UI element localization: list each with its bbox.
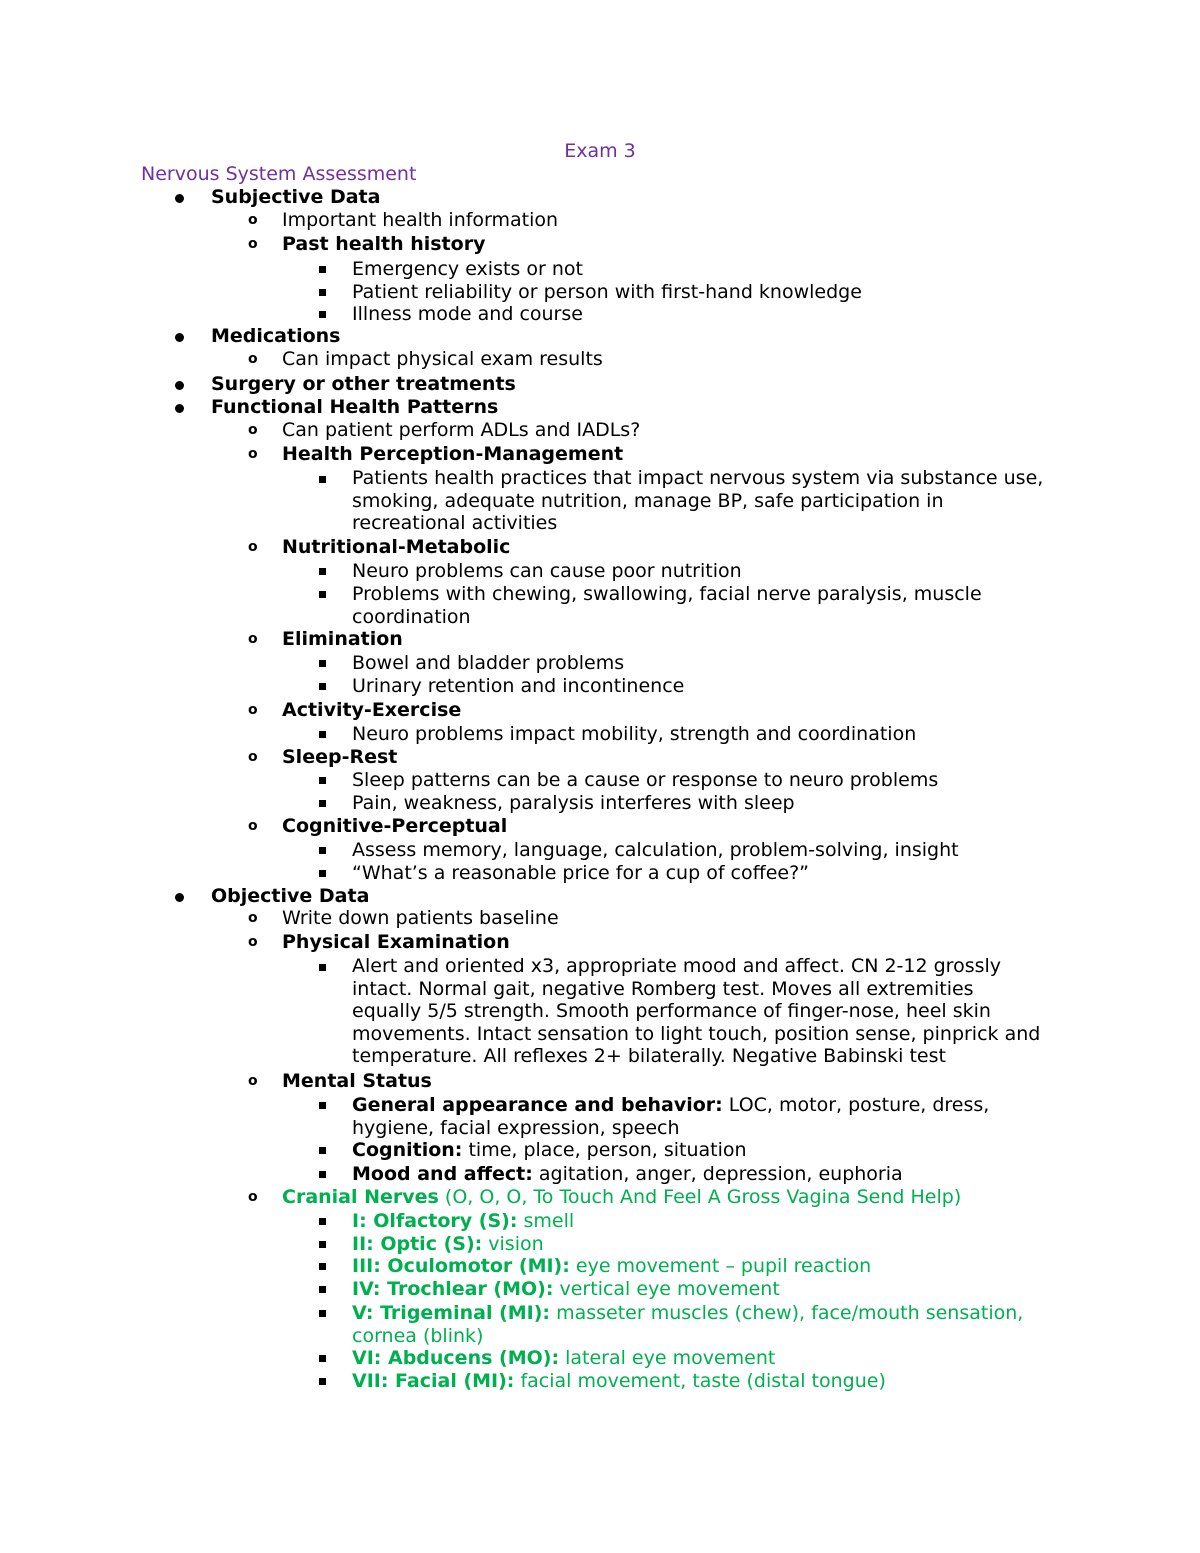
list-item-medications: Medications: [211, 325, 341, 347]
item-text: masseter muscles (chew), face/mouth sensation, cornea (blink): [352, 1302, 1024, 1347]
bullet-square-icon: [319, 1147, 326, 1154]
bullet-circle-icon: o: [248, 910, 258, 926]
bullet-square-icon: [319, 870, 326, 877]
item-text: time, place, person, situation: [462, 1139, 747, 1161]
list-item-cognitive: Cognitive-Perceptual: [282, 815, 508, 837]
list-item-elimination: Elimination: [282, 628, 403, 650]
list-item: [352, 1163, 1052, 1186]
bullet-circle-icon: o: [248, 422, 258, 438]
list-item-cn7: [352, 1370, 1052, 1393]
item-label: Cognition:: [352, 1139, 463, 1161]
bullet-square-icon: [319, 311, 326, 318]
document-title: Exam 3: [564, 140, 636, 162]
item-label: Cranial Nerves: [282, 1186, 439, 1208]
list-item: [352, 1094, 1052, 1139]
list-item: Patients health practices that impact nervous system via substance use, smoking, adequate nutrition, manage BP, safe participation in recreational activities: [352, 467, 1044, 535]
list-item-mental-status: Mental Status: [282, 1070, 432, 1092]
list-item: Illness mode and course: [352, 303, 583, 325]
list-item-health-perception: Health Perception-Management: [282, 443, 624, 465]
bullet-square-icon: [319, 1241, 326, 1248]
bullet-disc-icon: [175, 893, 184, 902]
item-label: I: Olfactory (S):: [352, 1210, 518, 1232]
bullet-square-icon: [319, 1218, 326, 1225]
item-label: II: Optic (S):: [352, 1233, 483, 1255]
bullet-circle-icon: o: [248, 702, 258, 718]
bullet-circle-icon: o: [248, 351, 258, 367]
item-label: VI: Abducens (MO):: [352, 1347, 560, 1369]
list-item: Bowel and bladder problems: [352, 652, 625, 674]
bullet-square-icon: [319, 1310, 326, 1317]
list-item-past-health-history: Past health history: [282, 233, 486, 255]
bullet-circle-icon: o: [248, 236, 258, 252]
bullet-circle-icon: o: [248, 1189, 258, 1205]
bullet-circle-icon: o: [248, 818, 258, 834]
list-item: Patient reliability or person with first-hand knowledge: [352, 281, 862, 303]
bullet-circle-icon: o: [248, 934, 258, 950]
list-item: Can impact physical exam results: [282, 348, 603, 370]
bullet-square-icon: [319, 476, 326, 483]
bullet-circle-icon: o: [248, 631, 258, 647]
item-text: eye movement – pupil reaction: [569, 1255, 872, 1277]
bullet-square-icon: [319, 964, 326, 971]
item-text: LOC, motor, posture, dress, hygiene, facial expression, speech: [352, 1094, 990, 1139]
bullet-square-icon: [319, 1102, 326, 1109]
item-text: facial movement, taste (distal tongue): [514, 1370, 886, 1392]
bullet-square-icon: [319, 1286, 326, 1293]
item-label: V: Trigeminal (MI):: [352, 1302, 551, 1324]
bullet-square-icon: [319, 591, 326, 598]
bullet-square-icon: [319, 847, 326, 854]
bullet-circle-icon: o: [248, 539, 258, 555]
item-label: General appearance and behavior:: [352, 1094, 723, 1116]
bullet-square-icon: [319, 660, 326, 667]
list-item: Alert and oriented x3, appropriate mood and affect. CN 2-12 grossly intact. Normal gait, negative Romberg test. Moves all extremities equally 5/5 strength. Smooth performance of finger-nose, heel skin movements. Intact sensation to light touch, position sense, pinprick and temperature. All reflexes 2+ bilaterally. Negative Babinski test: [352, 955, 1041, 1068]
list-item: Urinary retention and incontinence: [352, 675, 685, 697]
list-item-sleep-rest: Sleep-Rest: [282, 746, 398, 768]
list-item-physical-exam: Physical Examination: [282, 931, 510, 953]
item-label: VII: Facial (MI):: [352, 1370, 515, 1392]
list-item: Pain, weakness, paralysis interferes with sleep: [352, 792, 795, 814]
bullet-disc-icon: [175, 404, 184, 413]
item-text: vertical eye movement: [553, 1278, 780, 1300]
item-text: vision: [482, 1233, 544, 1255]
item-label: III: Oculomotor (MI):: [352, 1255, 570, 1277]
bullet-square-icon: [319, 777, 326, 784]
list-item-functional-health: Functional Health Patterns: [211, 396, 499, 418]
bullet-square-icon: [319, 1378, 326, 1385]
list-item-cn3: [352, 1255, 1052, 1278]
item-label: IV: Trochlear (MO):: [352, 1278, 554, 1300]
list-item-cn2: [352, 1233, 1052, 1256]
list-item-nutritional: Nutritional-Metabolic: [282, 536, 511, 558]
bullet-square-icon: [319, 568, 326, 575]
bullet-circle-icon: o: [248, 212, 258, 228]
bullet-disc-icon: [175, 194, 184, 203]
list-item-cn5: [352, 1302, 1052, 1347]
bullet-circle-icon: o: [248, 749, 258, 765]
list-item-cn4: [352, 1278, 1052, 1301]
bullet-square-icon: [319, 1355, 326, 1362]
list-item-cn6: [352, 1347, 1052, 1370]
item-text: lateral eye movement: [559, 1347, 776, 1369]
list-item: Important health information: [282, 209, 559, 231]
list-item-cranial-nerves: [282, 1186, 961, 1209]
item-text: (O, O, O, To Touch And Feel A Gross Vagina Send Help): [438, 1186, 962, 1208]
bullet-circle-icon: o: [248, 446, 258, 462]
list-item: Neuro problems can cause poor nutrition: [352, 560, 742, 582]
item-label: Mood and affect:: [352, 1163, 533, 1185]
bullet-square-icon: [319, 683, 326, 690]
section-title: Nervous System Assessment: [141, 163, 417, 185]
bullet-square-icon: [319, 1263, 326, 1270]
list-item-cn1: [352, 1210, 1052, 1233]
list-item: Sleep patterns can be a cause or response to neuro problems: [352, 769, 939, 791]
bullet-square-icon: [319, 266, 326, 273]
item-text: agitation, anger, depression, euphoria: [532, 1163, 903, 1185]
bullet-square-icon: [319, 1171, 326, 1178]
bullet-disc-icon: [175, 381, 184, 390]
list-item: Problems with chewing, swallowing, facial nerve paralysis, muscle coordination: [352, 583, 982, 628]
bullet-square-icon: [319, 289, 326, 296]
bullet-disc-icon: [175, 333, 184, 342]
list-item: Neuro problems impact mobility, strength and coordination: [352, 723, 917, 745]
list-item: Can patient perform ADLs and IADLs?: [282, 419, 641, 441]
list-item: Write down patients baseline: [282, 907, 559, 929]
list-item: Assess memory, language, calculation, problem-solving, insight: [352, 839, 959, 861]
list-item: [352, 1139, 1052, 1162]
item-text: smell: [517, 1210, 575, 1232]
bullet-circle-icon: o: [248, 1073, 258, 1089]
list-item-objective-data: Objective Data: [211, 885, 370, 907]
bullet-square-icon: [319, 800, 326, 807]
list-item-activity: Activity-Exercise: [282, 699, 462, 721]
list-item-subjective-data: Subjective Data: [211, 186, 381, 208]
list-item: Emergency exists or not: [352, 258, 583, 280]
list-item-surgery: Surgery or other treatments: [211, 373, 516, 395]
list-item: “What’s a reasonable price for a cup of coffee?”: [352, 862, 810, 884]
bullet-square-icon: [319, 731, 326, 738]
